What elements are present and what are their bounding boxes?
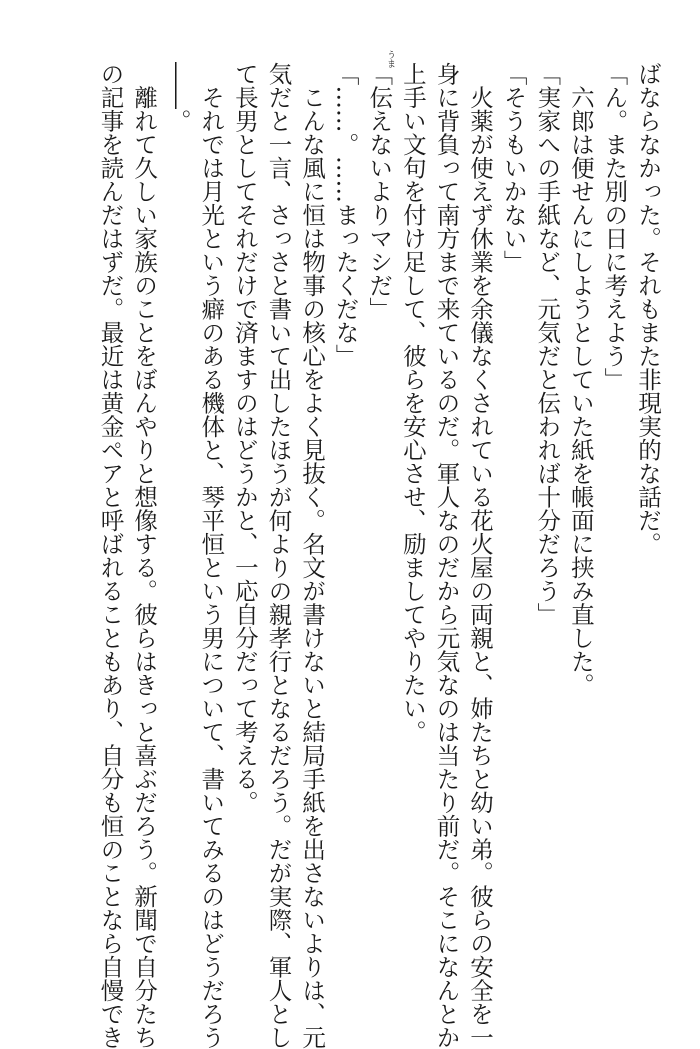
text-line: 「ん。また別の日に考えよう」: [600, 62, 629, 391]
text-line: 離れて久しい家族のことをぼんやりと想像する。彼らはきっと喜ぶだろう。新聞で自分たち: [130, 62, 159, 1049]
text-line: て長男としてそれだけで済ますのはどうかと、一応自分だって考える。: [230, 62, 259, 814]
text-line: 「……。……まったくだな」: [331, 62, 360, 368]
text-line: こんな風に恒は物事の核心をよく見抜く。名文が書けないと結局手紙を出さないよりは、元: [298, 62, 327, 1049]
text-line: 「そうもいかない」: [499, 62, 528, 274]
vertical-text-body: [93, 62, 664, 1049]
text-line: 六郎は便せんにしようとしていた紙を帳面に挟み直した。: [566, 62, 595, 697]
text-line: 「伝えないよりマシだ」: [365, 62, 394, 321]
text-line: の記事を読んだはずだ。最近は黄金ペアと呼ばれることもあり、自分も恒のことなら自慢でき: [96, 62, 125, 1049]
text-line: 気だと一言、さっさと書いて出したほうが何よりの親孝行となるだろう。だが実際、軍人とし: [264, 62, 293, 1049]
text-line: 「実家への手紙など、元気だと伝われば十分だろう」: [533, 62, 562, 626]
text-line: 火薬が使えず休業を余儀なくされている花火屋の両親と、姉たちと幼い弟。彼らの安全を一: [466, 62, 495, 1049]
text-line: 上手い文句を付け足して、彼らを安心させ、励ましてやりたい。: [398, 62, 427, 744]
text-line: それでは月光という癖のある機体と、琴平恒という男について、書いてみるのはどうだろう: [197, 62, 226, 1049]
text-line: 身に背負って南方まで来ているのだ。軍人なのだから元気なのは当たり前だ。そこになんとか: [432, 62, 461, 1049]
ruby-annotation: うま: [385, 50, 395, 68]
text-line: ――。: [163, 62, 192, 133]
text-line: ばならなかった。それもまた非現実的な話だ。: [634, 62, 662, 556]
